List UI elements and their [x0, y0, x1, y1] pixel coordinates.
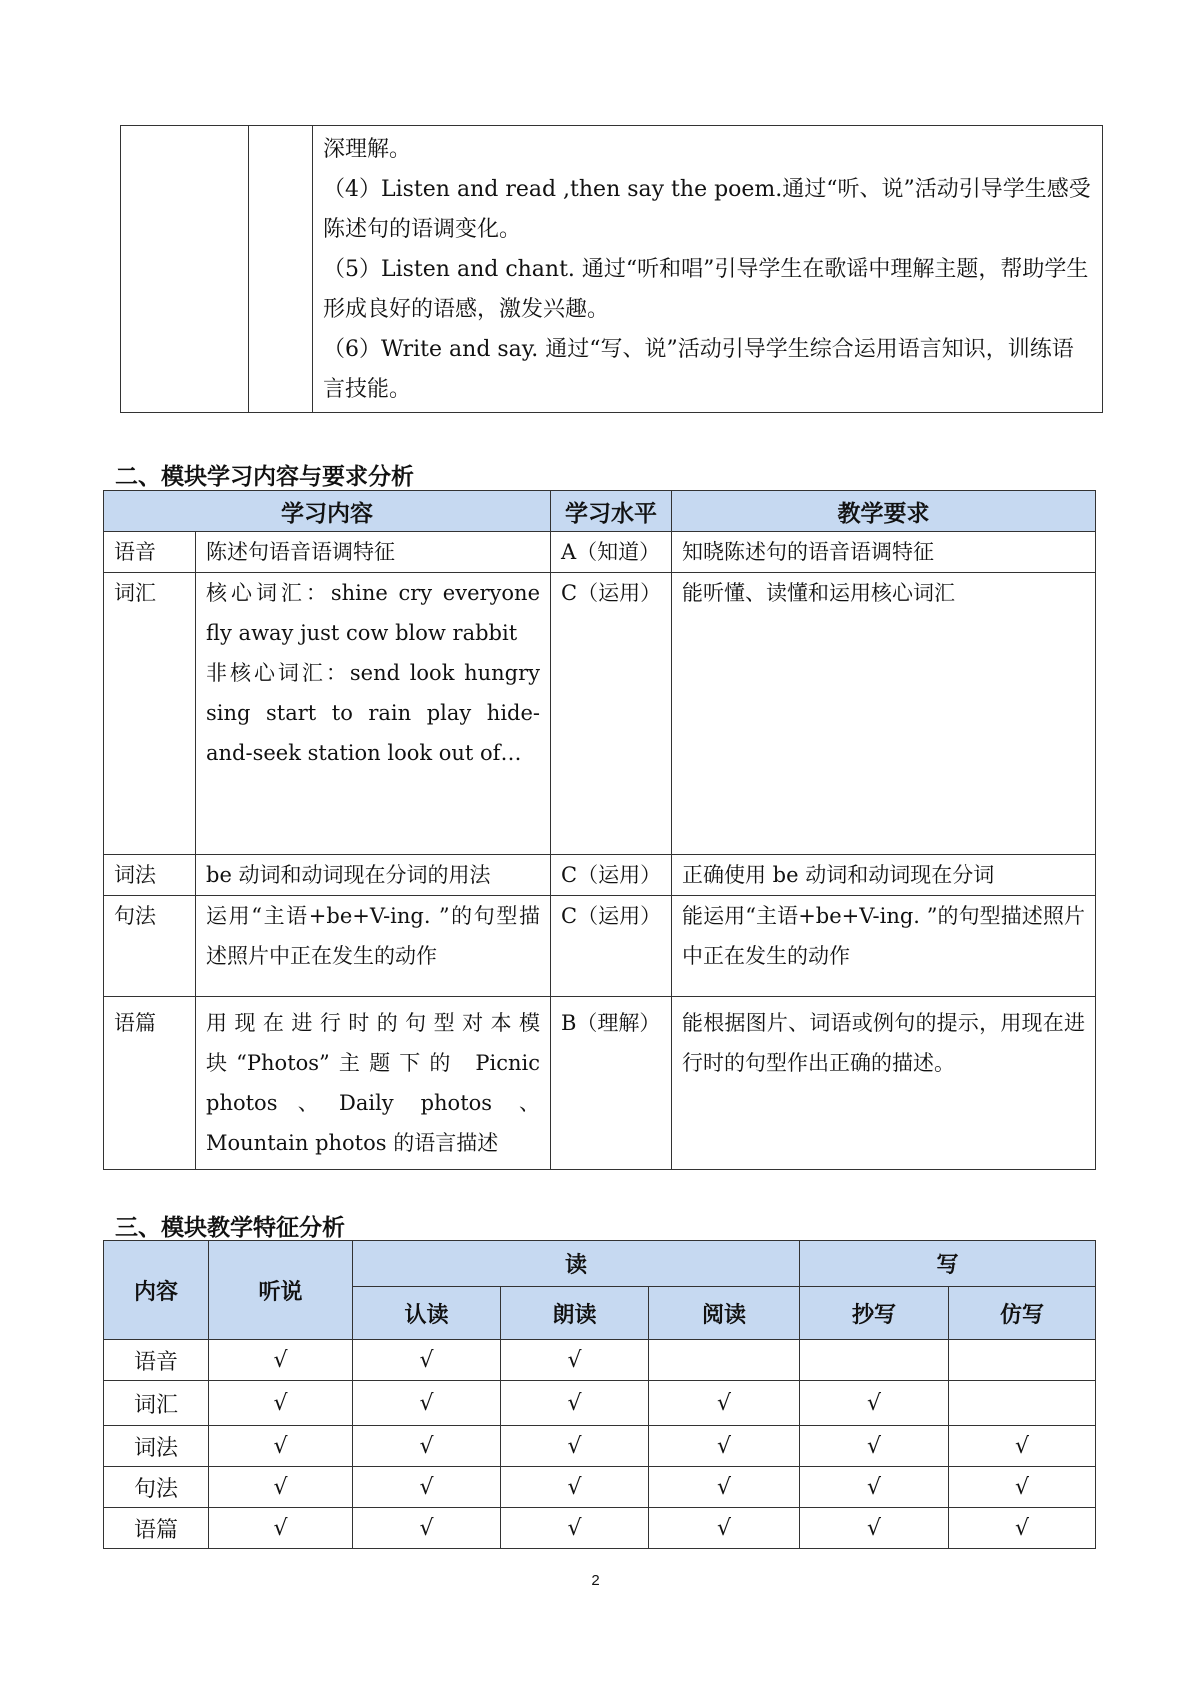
check-mark: √	[209, 1426, 353, 1467]
row-level: C（运用）	[551, 855, 672, 896]
check-mark: √	[649, 1467, 800, 1508]
check-mark: √	[209, 1381, 353, 1426]
check-mark: √	[649, 1381, 800, 1426]
header-content: 内容	[104, 1241, 209, 1340]
header-learning-level: 学习水平	[551, 491, 672, 532]
header-copy-write: 抄写	[800, 1287, 949, 1340]
header-listen-speak: 听说	[209, 1241, 353, 1340]
check-mark: √	[800, 1467, 949, 1508]
row-label: 词法	[104, 1426, 209, 1467]
header-read: 读	[353, 1241, 800, 1287]
check-mark: √	[353, 1467, 501, 1508]
check-mark: √	[949, 1508, 1096, 1549]
teaching-features-table	[103, 1240, 1096, 1549]
check-mark: √	[800, 1508, 949, 1549]
check-mark: √	[353, 1426, 501, 1467]
empty-cell	[121, 126, 249, 413]
header-write: 写	[800, 1241, 1096, 1287]
row-label: 词汇	[104, 1381, 209, 1426]
check-mark: √	[353, 1381, 501, 1426]
text-line: 深理解。	[323, 137, 412, 162]
text-line: （4）Listen and read ,then say the poem.通过“听、说”活动引导学生感受陈述句的语调变化。	[323, 177, 1091, 242]
check-mark	[949, 1381, 1096, 1426]
check-mark: √	[501, 1508, 649, 1549]
check-mark: √	[800, 1381, 949, 1426]
text-line: （6）Write and say. 通过“写、说”活动引导学生综合运用语言知识，训练语言技能。	[323, 337, 1074, 402]
check-mark: √	[649, 1426, 800, 1467]
row-content: be 动词和动词现在分词的用法	[196, 855, 551, 896]
row-level: C（运用）	[551, 896, 672, 997]
row-content: 用现在进行时的句型对本模块“Photos”主题下的 Picnic photos、Daily photos 、 Mountain photos 的语言描述	[196, 997, 551, 1170]
row-category: 词汇	[104, 573, 196, 855]
check-mark: √	[353, 1508, 501, 1549]
check-mark: √	[949, 1467, 1096, 1508]
check-mark	[949, 1340, 1096, 1381]
row-category: 语音	[104, 532, 196, 573]
check-mark: √	[501, 1381, 649, 1426]
check-mark: √	[501, 1340, 649, 1381]
row-category: 语篇	[104, 997, 196, 1170]
row-requirement: 能运用“主语+be+V-ing. ”的句型描述照片中正在发生的动作	[672, 896, 1096, 997]
row-requirement: 知晓陈述句的语音语调特征	[672, 532, 1096, 573]
check-mark: √	[353, 1340, 501, 1381]
row-level: A（知道）	[551, 532, 672, 573]
row-requirement: 能听懂、读懂和运用核心词汇	[672, 573, 1096, 855]
row-category: 词法	[104, 855, 196, 896]
core-vocab: 核心词汇：shine cry everyone fly away just cow blow rabbit	[206, 581, 540, 645]
check-mark	[649, 1340, 800, 1381]
header-read-aloud: 朗读	[501, 1287, 649, 1340]
header-recognize-read: 认读	[353, 1287, 501, 1340]
header-imitate-write: 仿写	[949, 1287, 1096, 1340]
empty-cell	[249, 126, 313, 413]
header-learning-content: 学习内容	[104, 491, 551, 532]
check-mark	[800, 1340, 949, 1381]
check-mark: √	[949, 1426, 1096, 1467]
row-level: C（运用）	[551, 573, 672, 855]
row-requirement: 正确使用 be 动词和动词现在分词	[672, 855, 1096, 896]
row-label: 语篇	[104, 1508, 209, 1549]
row-category: 句法	[104, 896, 196, 997]
learning-content-table	[103, 490, 1096, 1170]
header-reading: 阅读	[649, 1287, 800, 1340]
section-3-title: 三、模块教学特征分析	[115, 1215, 345, 1241]
check-mark: √	[501, 1467, 649, 1508]
check-mark: √	[209, 1508, 353, 1549]
text-line: （5）Listen and chant. 通过“听和唱”引导学生在歌谣中理解主题，帮助学生形成良好的语感，激发兴趣。	[323, 257, 1089, 322]
row-level: B（理解）	[551, 997, 672, 1170]
continuation-table	[120, 125, 1103, 413]
check-mark: √	[501, 1426, 649, 1467]
row-content	[196, 573, 551, 855]
non-core-vocab: 非核心词汇：send look hungry sing start to rain play hide-and-seek station look out of…	[206, 661, 540, 765]
row-content: 运用“主语+be+V-ing. ”的句型描述照片中正在发生的动作	[196, 896, 551, 997]
check-mark: √	[209, 1340, 353, 1381]
row-label: 句法	[104, 1467, 209, 1508]
row-requirement: 能根据图片、词语或例句的提示，用现在进行时的句型作出正确的描述。	[672, 997, 1096, 1170]
check-mark: √	[800, 1426, 949, 1467]
row-content: 陈述句语音语调特征	[196, 532, 551, 573]
row-label: 语音	[104, 1340, 209, 1381]
check-mark: √	[649, 1508, 800, 1549]
page-number: 2	[591, 1572, 600, 1589]
section-2-title: 二、模块学习内容与要求分析	[115, 464, 414, 490]
activity-description-cell	[313, 126, 1103, 413]
check-mark: √	[209, 1467, 353, 1508]
header-teaching-requirement: 教学要求	[672, 491, 1096, 532]
